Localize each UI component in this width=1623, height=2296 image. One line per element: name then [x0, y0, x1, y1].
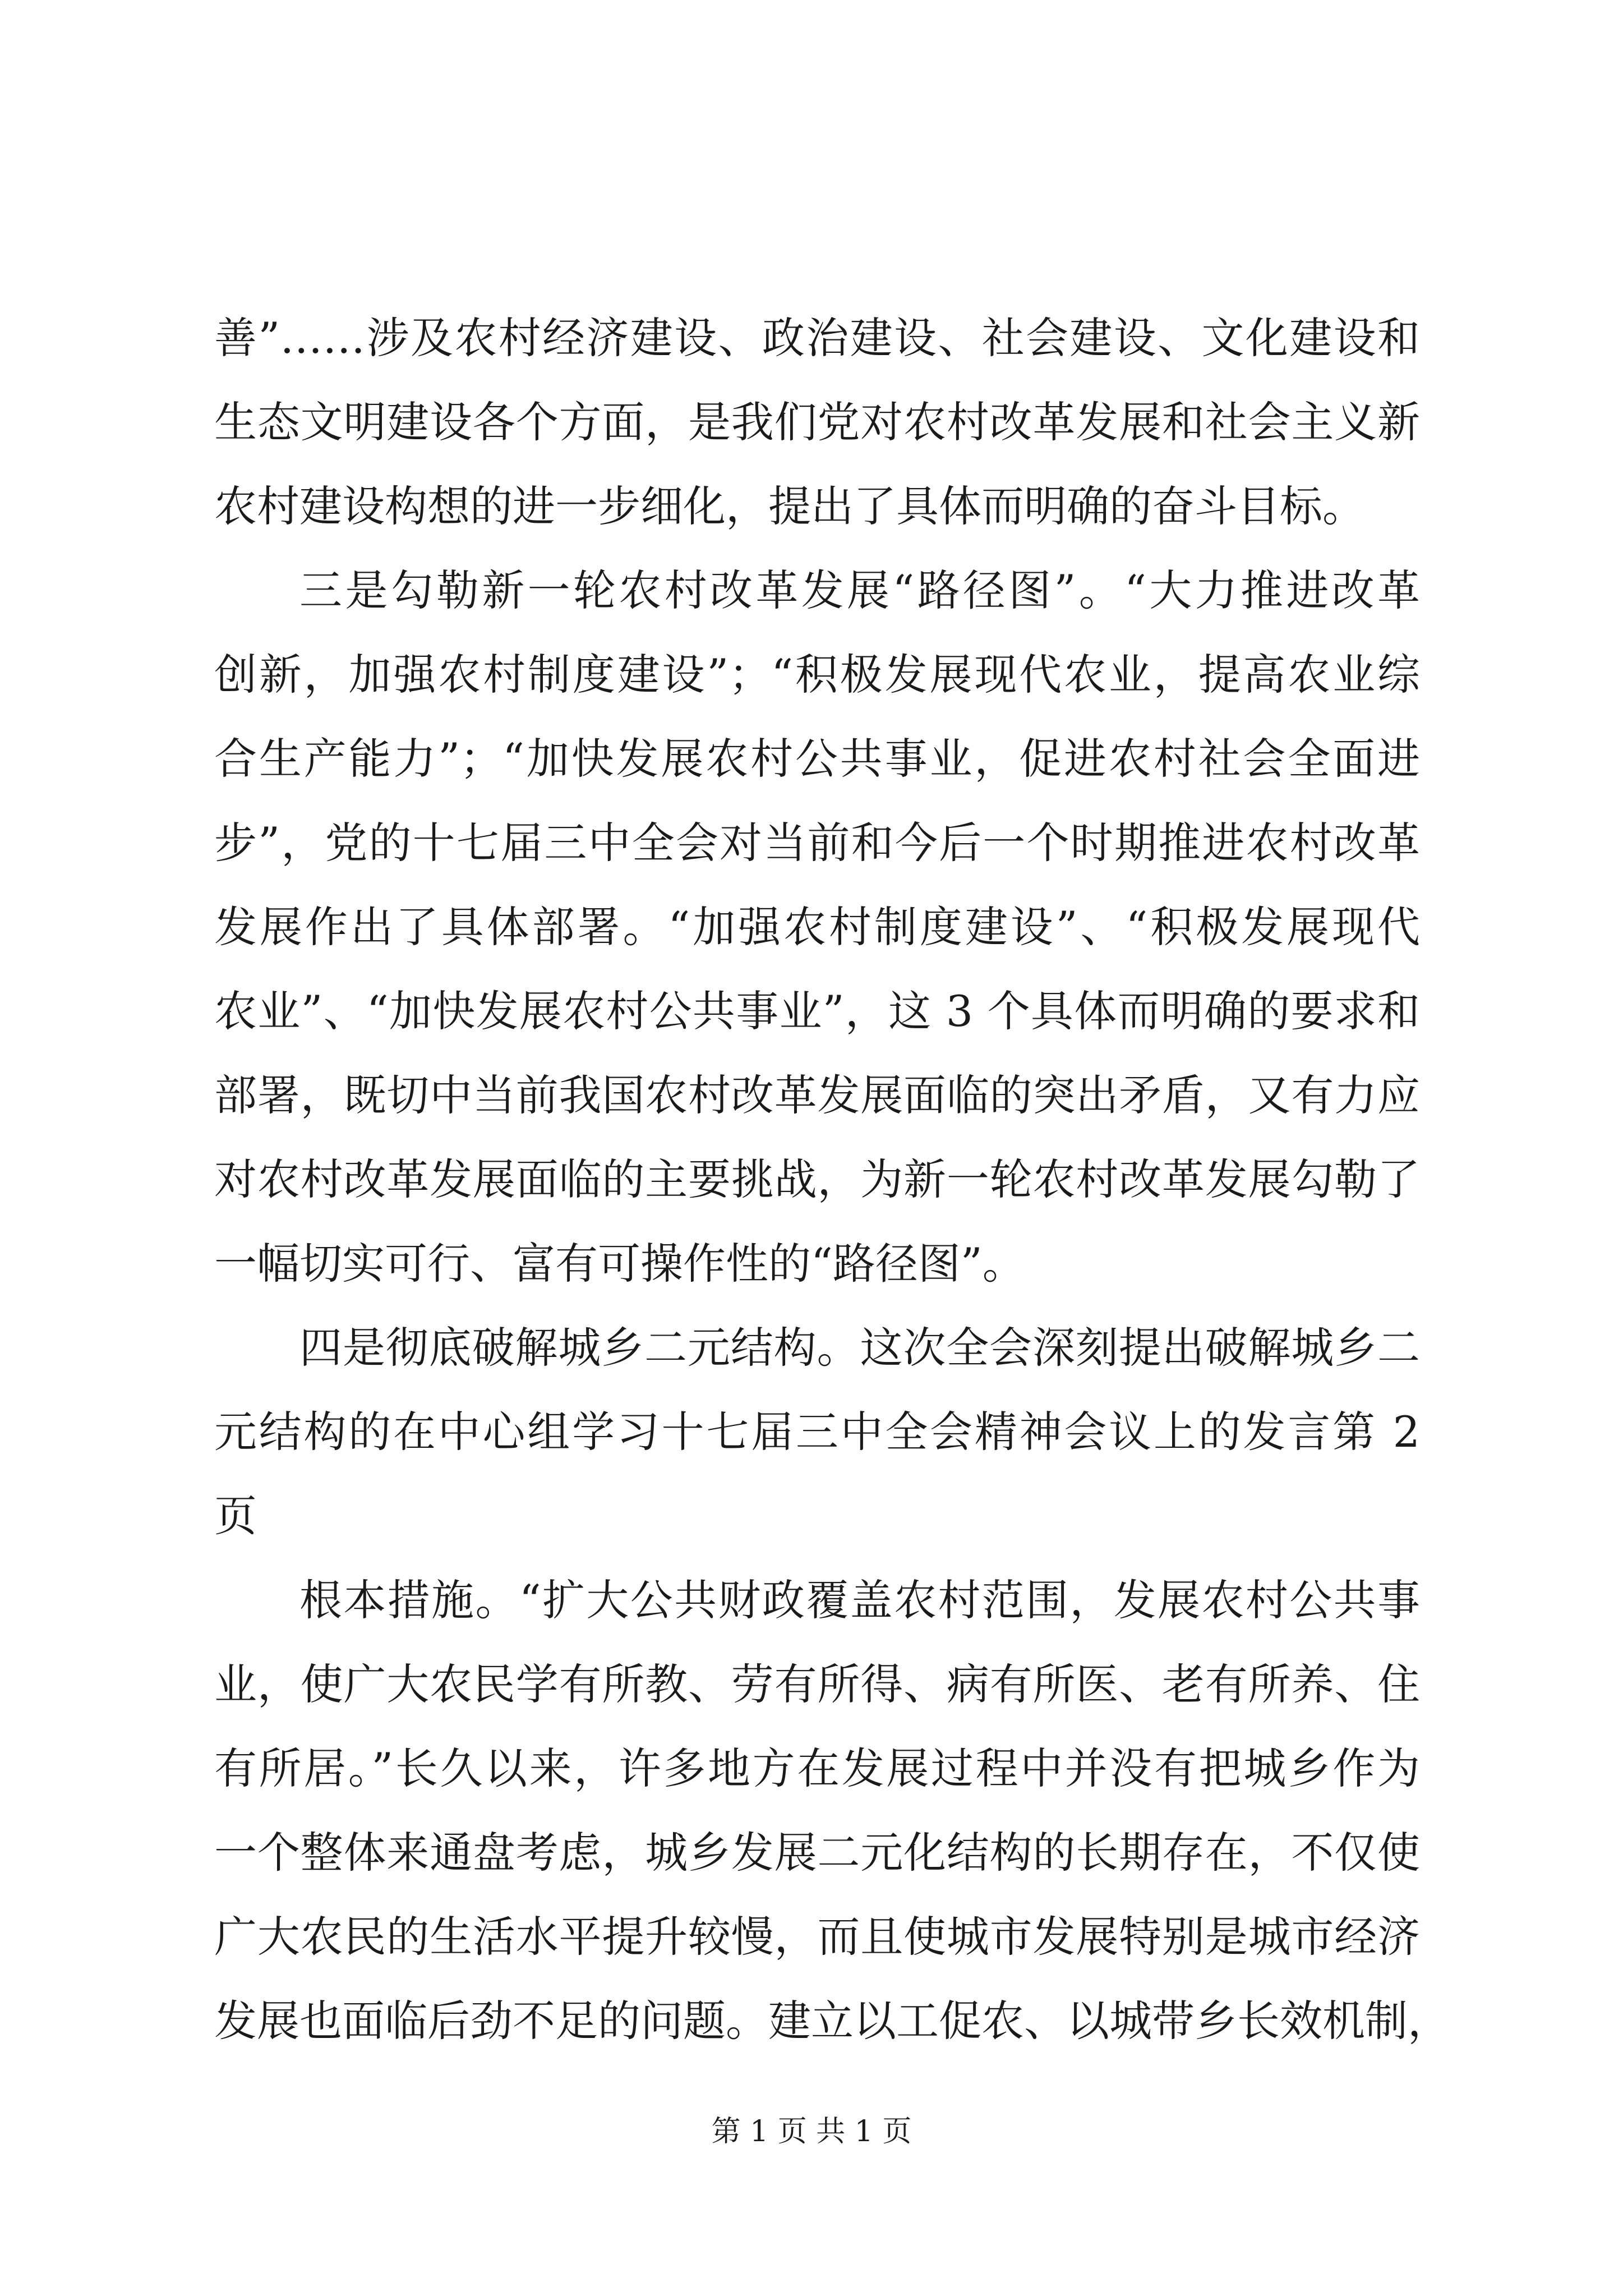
- text-line: 页: [214, 1491, 257, 1541]
- text-line: 元结构的在中心组学习十七届三中全会精神会议上的发言第 2: [214, 1407, 1420, 1457]
- text-line: 农业”、“加快发展农村公共事业”，这 3 个具体而明确的要求和: [214, 986, 1420, 1036]
- text-line: 步”，党的十七届三中全会对当前和今后一个时期推进农村改革: [214, 818, 1420, 868]
- text-line: 合生产能力”；“加快发展农村公共事业，促进农村社会全面进: [214, 734, 1420, 784]
- text-line: 善”……涉及农村经济建设、政治建设、社会建设、文化建设和: [214, 313, 1420, 363]
- text-line: 业，使广大农民学有所教、劳有所得、病有所医、老有所养、住: [214, 1659, 1420, 1709]
- paragraph-first-line: 四是彻底破解城乡二元结构。这次全会深刻提出破解城乡二: [299, 1323, 1420, 1373]
- paragraph-first-line: 根本措施。“扩大公共财政覆盖农村范围，发展农村公共事: [299, 1575, 1420, 1625]
- paragraph-first-line: 三是勾勒新一轮农村改革发展“路径图”。“大力推进改革: [299, 565, 1420, 615]
- page-footer: 第 1 页 共 1 页: [711, 2115, 912, 2148]
- text-line: 发展作出了具体部署。“加强农村制度建设”、“积极发展现代: [214, 902, 1420, 952]
- text-line: 生态文明建设各个方面，是我们党对农村改革发展和社会主义新: [214, 397, 1420, 447]
- text-line: 对农村改革发展面临的主要挑战，为新一轮农村改革发展勾勒了: [214, 1154, 1420, 1204]
- text-line: 一个整体来通盘考虑，城乡发展二元化结构的长期存在，不仅使: [214, 1828, 1420, 1878]
- text-line: 部署，既切中当前我国农村改革发展面临的突出矛盾，又有力应: [214, 1070, 1420, 1120]
- text-line: 一幅切实可行、富有可操作性的“路径图”。: [214, 1239, 1025, 1289]
- text-line: 有所居。”长久以来，许多地方在发展过程中并没有把城乡作为: [214, 1743, 1420, 1793]
- text-line: 广大农民的生活水平提升较慢，而且使城市发展特别是城市经济: [214, 1912, 1420, 1962]
- text-line: 创新，加强农村制度建设”；“积极发展现代农业，提高农业综: [214, 650, 1420, 700]
- text-line: 农村建设构想的进一步细化，提出了具体而明确的奋斗目标。: [214, 481, 1365, 531]
- text-line: 发展也面临后劲不足的问题。建立以工促农、以城带乡长效机制，: [214, 1996, 1450, 2046]
